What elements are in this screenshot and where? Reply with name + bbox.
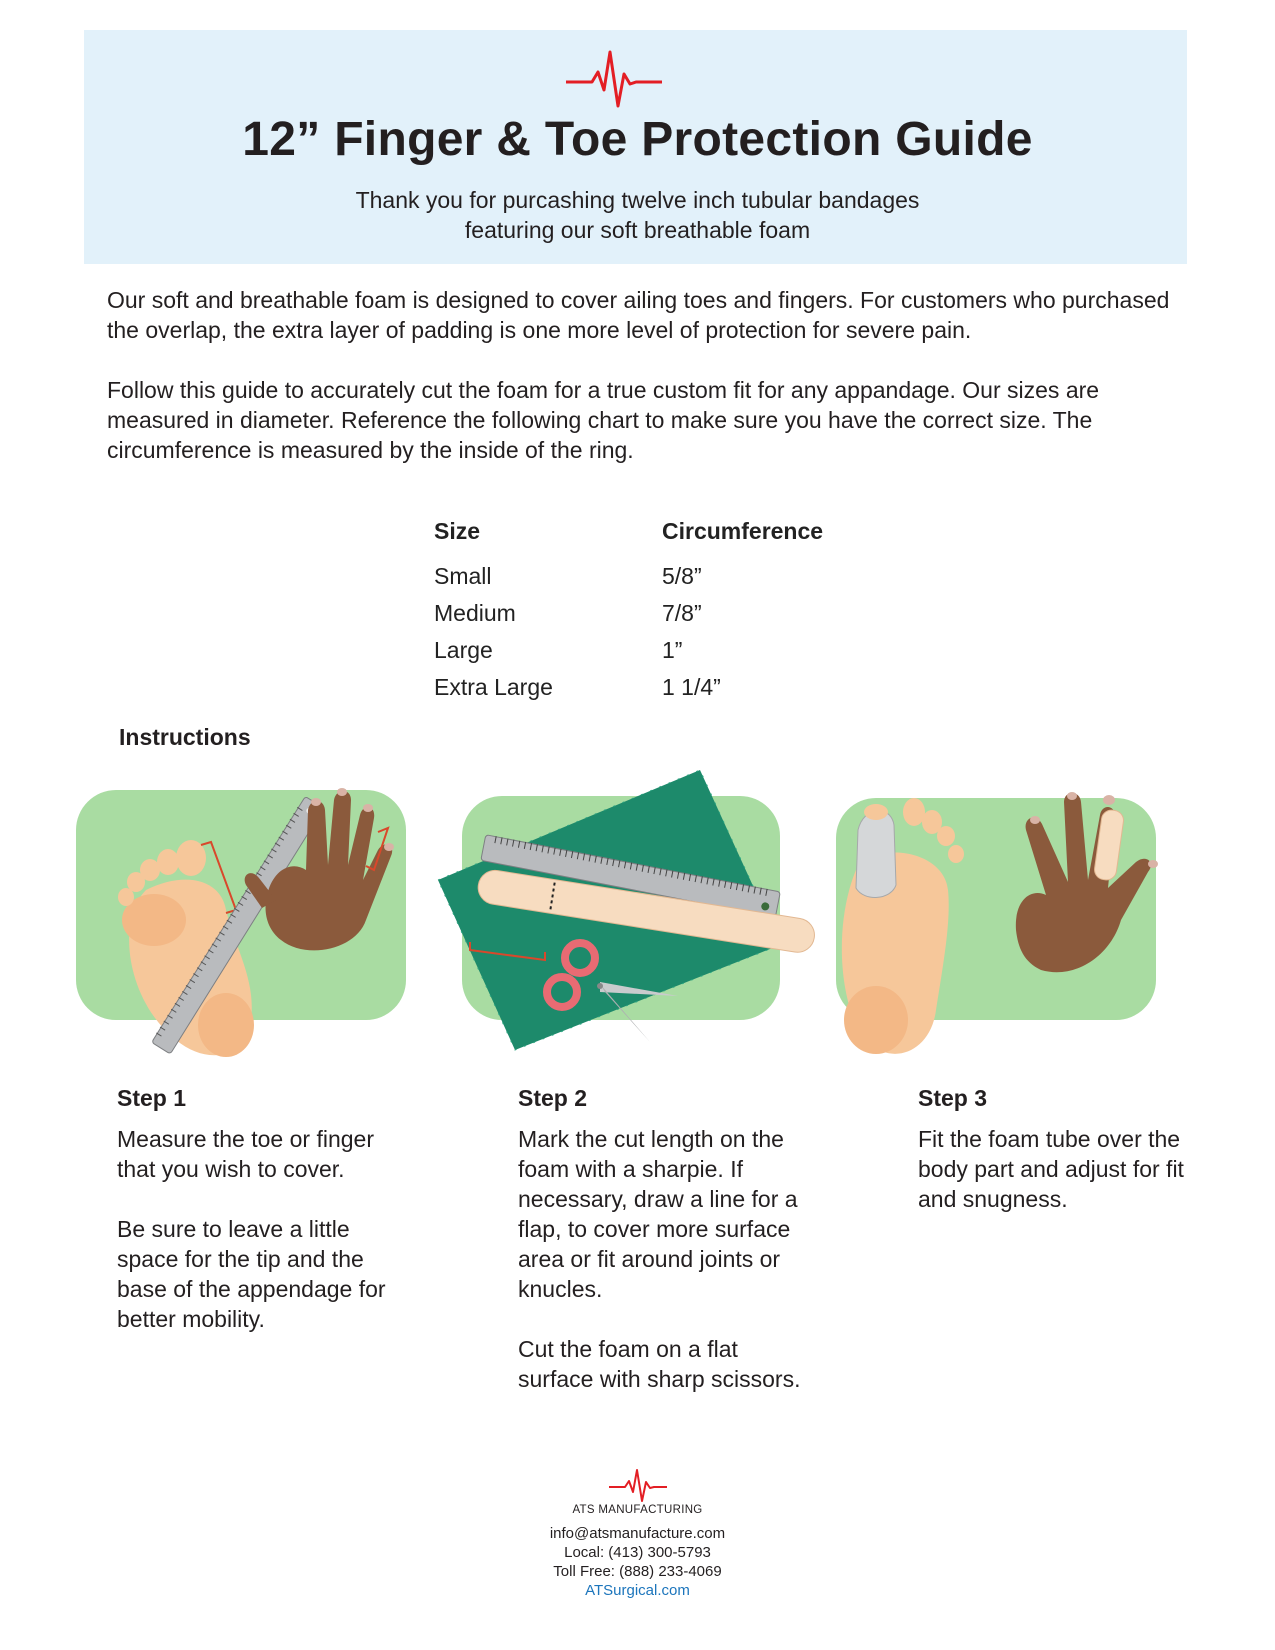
step-paragraph: Mark the cut length on the foam with a sharpie. If necessary, draw a line for a flap, to cover more surface area or fit around joints or knucles. [518, 1126, 798, 1302]
intro-text [107, 285, 1187, 495]
circumference-cell: 1” [662, 637, 683, 663]
table-row [434, 595, 882, 632]
table-row [434, 669, 882, 706]
size-cell: Extra Large [434, 674, 553, 700]
step-description [918, 1124, 1208, 1214]
foot-hand-ruler-illustration [76, 770, 476, 1090]
circumference-column-header: Circumference [662, 518, 824, 544]
step-description [518, 1124, 808, 1394]
step-2 [518, 1085, 808, 1424]
page-title: 12” Finger & Toe Protection Guide [242, 113, 1033, 166]
table-row [434, 558, 882, 595]
subtitle-line-2: featuring our soft breathable foam [464, 217, 811, 243]
step-title: Step 1 [117, 1085, 187, 1111]
heartbeat-pulse-icon [566, 50, 662, 108]
foot-hand-foam-tube-illustration [836, 770, 1236, 1090]
size-cell: Large [434, 637, 493, 663]
page-subtitle [0, 185, 1275, 245]
local-phone[interactable]: Local: (413) 300-5793 [564, 1544, 711, 1561]
table-row [434, 632, 882, 669]
subtitle-line-1: Thank you for purcashing twelve inch tubular bandages [355, 187, 920, 213]
step-title: Step 3 [918, 1085, 988, 1111]
step-1 [117, 1085, 407, 1364]
website-link[interactable]: ATSurgical.com [585, 1582, 690, 1599]
toll-free-phone[interactable]: Toll Free: (888) 233-4069 [553, 1563, 722, 1580]
heartbeat-pulse-icon [609, 1468, 667, 1502]
circumference-cell: 5/8” [662, 563, 702, 589]
footer [0, 1468, 1275, 1600]
step-paragraph: Measure the toe or finger that you wish to cover. [117, 1126, 374, 1182]
company-name: ATS MANUFACTURING [572, 1504, 703, 1516]
intro-paragraph-1: Our soft and breathable foam is designed to cover ailing toes and fingers. For customers who purchased the overlap, the extra layer of padding is one more level of protection for severe pain. [107, 287, 1170, 343]
step-paragraph: Fit the foam tube over the body part and adjust for fit and snugness. [918, 1126, 1184, 1212]
cutting-mat-foam-scissors-illustration [450, 770, 850, 1090]
instructions-heading: Instructions [119, 724, 251, 750]
email-link[interactable]: info@atsmanufacture.com [549, 1525, 726, 1542]
step-3 [918, 1085, 1208, 1244]
step-paragraph: Cut the foam on a flat surface with sharp scissors. [518, 1336, 801, 1392]
circumference-cell: 7/8” [662, 600, 702, 626]
size-cell: Medium [434, 600, 516, 626]
size-cell: Small [434, 563, 492, 589]
size-chart-table [434, 518, 882, 706]
step-title: Step 2 [518, 1085, 588, 1111]
step-description [117, 1124, 407, 1334]
size-chart-header [434, 518, 882, 558]
circumference-cell: 1 1/4” [662, 674, 721, 700]
step-paragraph: Be sure to leave a little space for the tip and the base of the appendage for better mobility. [117, 1216, 386, 1332]
intro-paragraph-2: Follow this guide to accurately cut the foam for a true custom fit for any appandage. Our sizes are measured in diameter. Reference the following chart to make sure you have the correct size. The circumference is measured by the inside of the ring. [107, 377, 1100, 463]
size-column-header: Size [434, 518, 481, 544]
